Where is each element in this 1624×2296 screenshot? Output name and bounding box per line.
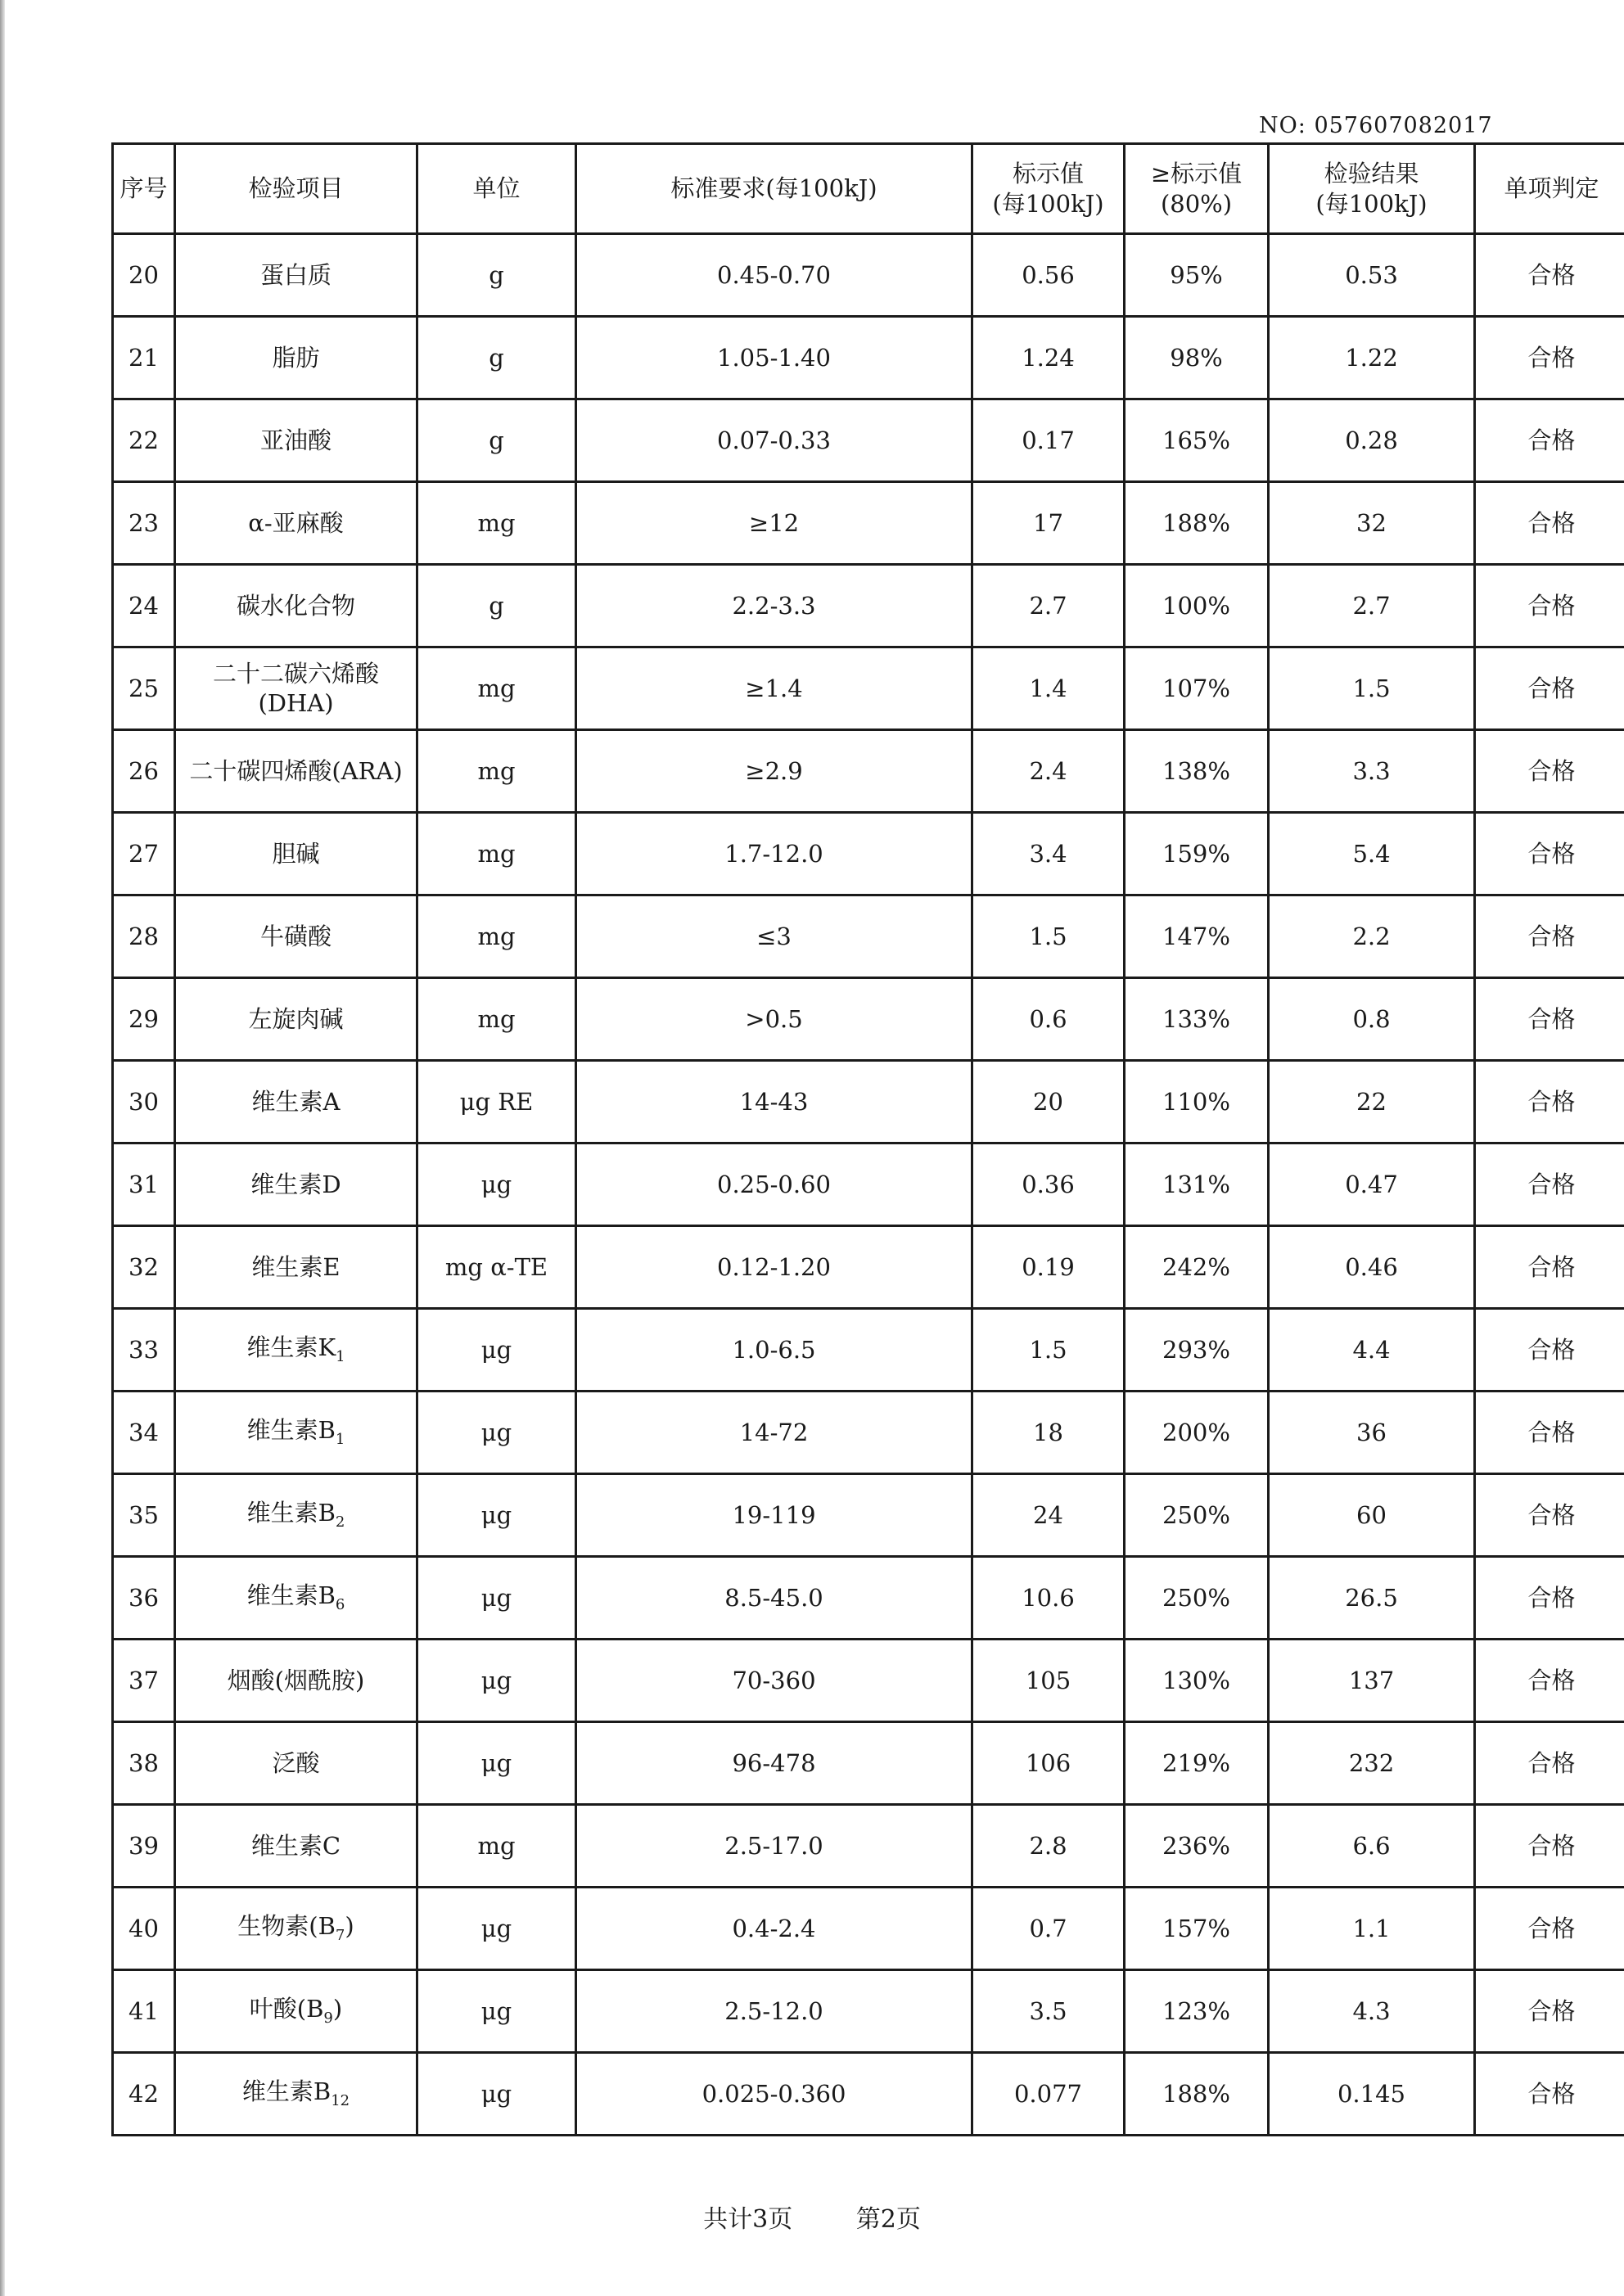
header-result-line1: 检验结果 (1324, 160, 1419, 188)
cell-standard: 1.05-1.40 (576, 317, 972, 399)
cell-unit: mg (417, 730, 576, 813)
cell-seq: 25 (113, 647, 175, 730)
cell-seq: 35 (113, 1474, 175, 1557)
cell-result: 22 (1269, 1061, 1475, 1143)
cell-item (175, 1888, 417, 1970)
cell-unit: mg (417, 1805, 576, 1888)
cell-result: 36 (1269, 1392, 1475, 1474)
cell-ratio: 200% (1125, 1392, 1269, 1474)
cell-standard: 0.025-0.360 (576, 2053, 972, 2136)
item-name: 牛磺酸 (259, 922, 332, 950)
cell-label-value: 1.5 (972, 895, 1125, 978)
cell-unit: mg (417, 978, 576, 1061)
cell-ratio: 188% (1125, 2053, 1269, 2136)
cell-unit: μg (417, 1392, 576, 1474)
cell-ratio: 188% (1125, 482, 1269, 565)
cell-standard: ≥12 (576, 482, 972, 565)
item-name: 维生素D (250, 1170, 341, 1198)
cell-unit: μg RE (417, 1061, 576, 1143)
cell-ratio: 147% (1125, 895, 1269, 978)
cell-seq: 21 (113, 317, 175, 399)
cell-seq: 28 (113, 895, 175, 978)
cell-seq: 40 (113, 1888, 175, 1970)
table-row (113, 1143, 1624, 1226)
header-ratio-line1: ≥标示值 (1150, 160, 1243, 188)
cell-label-value: 0.36 (972, 1143, 1125, 1226)
item-name: 维生素K (246, 1333, 336, 1362)
cell-result: 6.6 (1269, 1805, 1475, 1888)
cell-label-value: 1.4 (972, 647, 1125, 730)
item-subscript: 2 (335, 1513, 345, 1531)
table-row (113, 482, 1624, 565)
cell-label-value: 0.7 (972, 1888, 1125, 1970)
cell-judgement: 合格 (1475, 647, 1624, 730)
cell-judgement: 合格 (1475, 1640, 1624, 1722)
cell-item (175, 317, 417, 399)
cell-judgement: 合格 (1475, 399, 1624, 482)
item-name: α-亚麻酸 (248, 508, 344, 537)
item-name: 碳水化合物 (236, 591, 355, 620)
cell-standard: 0.4-2.4 (576, 1888, 972, 1970)
header-seq: 序号 (113, 144, 175, 234)
cell-standard: ≤3 (576, 895, 972, 978)
item-name: 脂肪 (272, 343, 320, 372)
cell-judgement: 合格 (1475, 978, 1624, 1061)
item-name-line2: (DHA) (258, 689, 334, 717)
cell-unit: μg (417, 1143, 576, 1226)
cell-standard: 0.12-1.20 (576, 1226, 972, 1309)
cell-standard: 70-360 (576, 1640, 972, 1722)
cell-seq: 27 (113, 813, 175, 895)
cell-standard: 1.0-6.5 (576, 1309, 972, 1392)
cell-result: 137 (1269, 1640, 1475, 1722)
cell-result: 1.1 (1269, 1888, 1475, 1970)
table-header-row (113, 144, 1624, 234)
cell-unit: g (417, 565, 576, 647)
cell-item (175, 813, 417, 895)
table-row (113, 978, 1624, 1061)
cell-judgement: 合格 (1475, 895, 1624, 978)
cell-label-value: 2.4 (972, 730, 1125, 813)
item-name: 维生素B (241, 2077, 332, 2106)
cell-item (175, 1640, 417, 1722)
cell-unit: μg (417, 1722, 576, 1805)
cell-ratio: 95% (1125, 234, 1269, 317)
table-row (113, 1722, 1624, 1805)
cell-item (175, 978, 417, 1061)
cell-judgement: 合格 (1475, 1970, 1624, 2053)
item-name: 生物素(B (237, 1912, 336, 1941)
scan-edge (0, 0, 5, 2296)
cell-unit: μg (417, 1557, 576, 1640)
cell-unit: mg (417, 647, 576, 730)
cell-ratio: 159% (1125, 813, 1269, 895)
cell-seq: 31 (113, 1143, 175, 1226)
table-body (113, 234, 1624, 2136)
cell-result: 60 (1269, 1474, 1475, 1557)
cell-unit: μg (417, 1474, 576, 1557)
cell-standard: 8.5-45.0 (576, 1557, 972, 1640)
cell-judgement: 合格 (1475, 1226, 1624, 1309)
cell-standard: ≥2.9 (576, 730, 972, 813)
cell-unit: μg (417, 2053, 576, 2136)
item-name: 二十二碳六烯酸 (212, 659, 379, 688)
cell-item (175, 2053, 417, 2136)
cell-label-value: 20 (972, 1061, 1125, 1143)
cell-standard: 2.5-12.0 (576, 1970, 972, 2053)
cell-item (175, 565, 417, 647)
header-label-value-line2: (每100kJ) (992, 189, 1104, 218)
cell-standard: 2.5-17.0 (576, 1805, 972, 1888)
cell-judgement: 合格 (1475, 1722, 1624, 1805)
table-row (113, 1888, 1624, 1970)
cell-result: 5.4 (1269, 813, 1475, 895)
cell-seq: 29 (113, 978, 175, 1061)
cell-result: 232 (1269, 1722, 1475, 1805)
cell-item (175, 234, 417, 317)
header-ratio (1125, 144, 1269, 234)
cell-unit: μg (417, 1970, 576, 2053)
cell-unit: mg (417, 482, 576, 565)
cell-label-value: 10.6 (972, 1557, 1125, 1640)
item-subscript: 7 (335, 1927, 345, 1945)
header-standard: 标准要求(每100kJ) (576, 144, 972, 234)
cell-label-value: 17 (972, 482, 1125, 565)
report-number: NO: 057607082017 (1259, 113, 1493, 138)
table-row (113, 895, 1624, 978)
table-row (113, 1640, 1624, 1722)
item-name: 叶酸(B (249, 1995, 324, 2023)
cell-unit: mg (417, 895, 576, 978)
cell-label-value: 0.077 (972, 2053, 1125, 2136)
cell-ratio: 293% (1125, 1309, 1269, 1392)
item-name: 维生素A (251, 1087, 341, 1116)
cell-item (175, 1143, 417, 1226)
item-subscript: 6 (335, 1596, 345, 1614)
cell-judgement: 合格 (1475, 730, 1624, 813)
cell-judgement: 合格 (1475, 482, 1624, 565)
cell-unit: g (417, 399, 576, 482)
cell-ratio: 165% (1125, 399, 1269, 482)
cell-result: 0.8 (1269, 978, 1475, 1061)
item-name: 亚油酸 (259, 426, 332, 454)
cell-label-value: 105 (972, 1640, 1125, 1722)
table-row (113, 1557, 1624, 1640)
cell-ratio: 130% (1125, 1640, 1269, 1722)
cell-item (175, 399, 417, 482)
cell-seq: 24 (113, 565, 175, 647)
cell-unit: μg (417, 1888, 576, 1970)
cell-unit: mg α-TE (417, 1226, 576, 1309)
cell-seq: 41 (113, 1970, 175, 2053)
cell-ratio: 250% (1125, 1557, 1269, 1640)
cell-label-value: 24 (972, 1474, 1125, 1557)
cell-seq: 23 (113, 482, 175, 565)
cell-item (175, 1722, 417, 1805)
cell-seq: 20 (113, 234, 175, 317)
cell-standard: 1.7-12.0 (576, 813, 972, 895)
cell-seq: 39 (113, 1805, 175, 1888)
cell-judgement: 合格 (1475, 1309, 1624, 1392)
cell-item (175, 1557, 417, 1640)
cell-result: 1.22 (1269, 317, 1475, 399)
cell-result: 0.47 (1269, 1143, 1475, 1226)
table-row (113, 647, 1624, 730)
item-name: 维生素B (246, 1499, 336, 1527)
page-footer (0, 2199, 1624, 2235)
header-result (1269, 144, 1475, 234)
cell-standard: 2.2-3.3 (576, 565, 972, 647)
header-ratio-line2: (80%) (1160, 189, 1233, 218)
cell-label-value: 1.24 (972, 317, 1125, 399)
cell-standard: 14-72 (576, 1392, 972, 1474)
item-subscript: 9 (323, 2010, 333, 2028)
cell-seq: 33 (113, 1309, 175, 1392)
cell-ratio: 133% (1125, 978, 1269, 1061)
header-label-value (972, 144, 1125, 234)
item-subscript: 12 (331, 2092, 350, 2110)
item-name: 蛋白质 (259, 260, 332, 289)
item-subscript: 1 (336, 1348, 345, 1366)
cell-standard: >0.5 (576, 978, 972, 1061)
cell-seq: 34 (113, 1392, 175, 1474)
item-name: 烟酸(烟酰胺) (227, 1666, 365, 1694)
table-row (113, 1392, 1624, 1474)
cell-label-value: 2.8 (972, 1805, 1125, 1888)
table-row (113, 234, 1624, 317)
cell-judgement: 合格 (1475, 317, 1624, 399)
table-row (113, 565, 1624, 647)
cell-judgement: 合格 (1475, 565, 1624, 647)
footer-total-pages: 共计3页 (703, 2205, 793, 2234)
table-row (113, 2053, 1624, 2136)
cell-seq: 30 (113, 1061, 175, 1143)
cell-item (175, 1474, 417, 1557)
cell-item (175, 1392, 417, 1474)
cell-judgement: 合格 (1475, 1474, 1624, 1557)
cell-result: 0.53 (1269, 234, 1475, 317)
cell-item (175, 647, 417, 730)
item-suffix: ) (345, 1912, 354, 1941)
cell-result: 4.3 (1269, 1970, 1475, 2053)
cell-ratio: 123% (1125, 1970, 1269, 2053)
table-row (113, 1309, 1624, 1392)
table-row (113, 1061, 1624, 1143)
cell-item (175, 895, 417, 978)
cell-standard: 19-119 (576, 1474, 972, 1557)
cell-item (175, 1061, 417, 1143)
item-name: 泛酸 (272, 1748, 320, 1777)
item-name: 维生素C (250, 1831, 341, 1860)
cell-label-value: 0.17 (972, 399, 1125, 482)
cell-standard: 14-43 (576, 1061, 972, 1143)
cell-item (175, 1309, 417, 1392)
table-row (113, 1226, 1624, 1309)
cell-label-value: 0.19 (972, 1226, 1125, 1309)
cell-unit: μg (417, 1309, 576, 1392)
cell-unit: mg (417, 813, 576, 895)
cell-label-value: 0.56 (972, 234, 1125, 317)
cell-judgement: 合格 (1475, 1061, 1624, 1143)
cell-judgement: 合格 (1475, 1888, 1624, 1970)
cell-seq: 32 (113, 1226, 175, 1309)
cell-label-value: 3.5 (972, 1970, 1125, 2053)
cell-label-value: 106 (972, 1722, 1125, 1805)
cell-standard: 0.25-0.60 (576, 1143, 972, 1226)
cell-item (175, 1805, 417, 1888)
table-row (113, 1805, 1624, 1888)
cell-item (175, 482, 417, 565)
cell-judgement: 合格 (1475, 234, 1624, 317)
cell-result: 2.2 (1269, 895, 1475, 978)
header-item: 检验项目 (175, 144, 417, 234)
cell-label-value: 3.4 (972, 813, 1125, 895)
cell-standard: ≥1.4 (576, 647, 972, 730)
cell-label-value: 2.7 (972, 565, 1125, 647)
cell-label-value: 1.5 (972, 1309, 1125, 1392)
header-unit: 单位 (417, 144, 576, 234)
cell-ratio: 131% (1125, 1143, 1269, 1226)
item-name: 维生素E (251, 1252, 341, 1281)
header-label-value-line1: 标示值 (1012, 160, 1084, 188)
cell-standard: 96-478 (576, 1722, 972, 1805)
cell-ratio: 250% (1125, 1474, 1269, 1557)
cell-judgement: 合格 (1475, 1557, 1624, 1640)
cell-result: 3.3 (1269, 730, 1475, 813)
item-name: 左旋肉碱 (248, 1004, 344, 1033)
cell-result: 32 (1269, 482, 1475, 565)
cell-ratio: 107% (1125, 647, 1269, 730)
cell-ratio: 219% (1125, 1722, 1269, 1805)
cell-result: 2.7 (1269, 565, 1475, 647)
cell-item (175, 1970, 417, 2053)
item-name: 二十碳四烯酸(ARA) (189, 756, 403, 785)
cell-judgement: 合格 (1475, 1392, 1624, 1474)
header-judgement: 单项判定 (1475, 144, 1624, 234)
cell-item (175, 1226, 417, 1309)
table-row (113, 1970, 1624, 2053)
cell-judgement: 合格 (1475, 2053, 1624, 2136)
cell-judgement: 合格 (1475, 1143, 1624, 1226)
cell-standard: 0.07-0.33 (576, 399, 972, 482)
item-subscript: 1 (335, 1431, 345, 1449)
table-row (113, 1474, 1624, 1557)
cell-seq: 22 (113, 399, 175, 482)
cell-result: 1.5 (1269, 647, 1475, 730)
cell-item (175, 730, 417, 813)
cell-label-value: 0.6 (972, 978, 1125, 1061)
cell-seq: 36 (113, 1557, 175, 1640)
cell-ratio: 138% (1125, 730, 1269, 813)
item-name: 维生素B (246, 1416, 336, 1445)
cell-seq: 38 (113, 1722, 175, 1805)
table-row (113, 399, 1624, 482)
item-name: 维生素B (246, 1581, 336, 1610)
inspection-table (111, 142, 1624, 2136)
table-row (113, 317, 1624, 399)
cell-unit: g (417, 234, 576, 317)
cell-unit: g (417, 317, 576, 399)
cell-ratio: 157% (1125, 1888, 1269, 1970)
cell-result: 0.46 (1269, 1226, 1475, 1309)
cell-ratio: 242% (1125, 1226, 1269, 1309)
table-row (113, 730, 1624, 813)
cell-ratio: 100% (1125, 565, 1269, 647)
footer-current-page: 第2页 (855, 2205, 921, 2234)
cell-ratio: 236% (1125, 1805, 1269, 1888)
header-result-line2: (每100kJ) (1315, 189, 1428, 218)
cell-seq: 26 (113, 730, 175, 813)
cell-standard: 0.45-0.70 (576, 234, 972, 317)
item-suffix: ) (332, 1995, 343, 2023)
cell-result: 0.28 (1269, 399, 1475, 482)
cell-unit: μg (417, 1640, 576, 1722)
item-name: 胆碱 (272, 839, 320, 868)
cell-judgement: 合格 (1475, 813, 1624, 895)
cell-result: 26.5 (1269, 1557, 1475, 1640)
cell-ratio: 98% (1125, 317, 1269, 399)
cell-result: 4.4 (1269, 1309, 1475, 1392)
cell-seq: 37 (113, 1640, 175, 1722)
cell-ratio: 110% (1125, 1061, 1269, 1143)
table-row (113, 813, 1624, 895)
cell-result: 0.145 (1269, 2053, 1475, 2136)
cell-seq: 42 (113, 2053, 175, 2136)
cell-label-value: 18 (972, 1392, 1125, 1474)
cell-judgement: 合格 (1475, 1805, 1624, 1888)
